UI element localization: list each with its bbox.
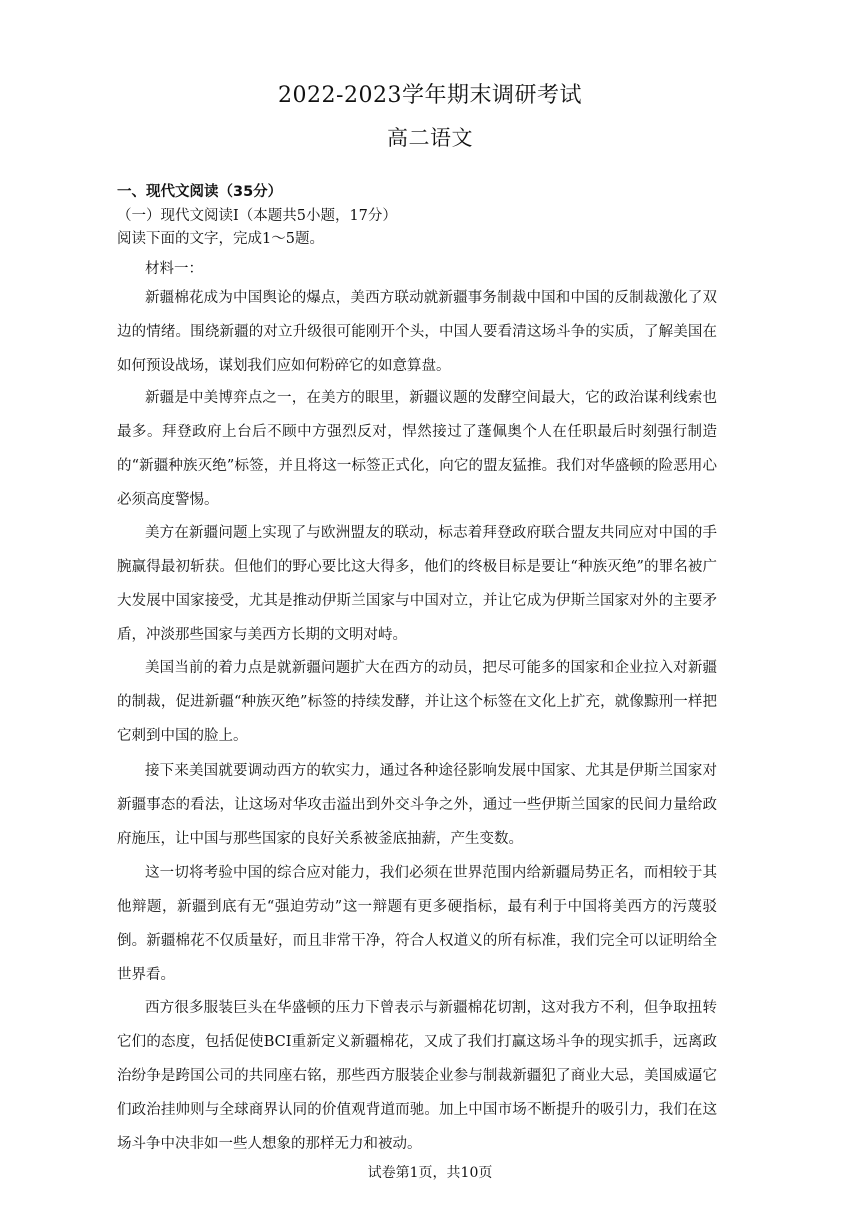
paragraph: 新疆是中美博弈点之一，在美方的眼里，新疆议题的发酵空间最大，它的政治谋利线索也最多。拜登政府上台后不顾中方强烈反对，悍然接过了蓬佩奥个人在任职最后时刻强行制造的“新疆种族灭绝”标签，并且将这一标签正式化，向它的盟友猛推。我们对华盛顿的险恶用心必须高度警惕。 bbox=[117, 390, 717, 508]
paragraph: 美国当前的着力点是就新疆问题扩大在西方的动员，把尽可能多的国家和企业拉入对新疆的制裁，促进新疆“种族灭绝”标签的持续发酵，并让这个标签在文化上扩充，就像黥刑一样把它刺到中国的脸上。 bbox=[117, 660, 717, 744]
page-footer: 试卷第1页，共10页 bbox=[367, 1165, 493, 1181]
paragraph: 西方很多服装巨头在华盛顿的压力下曾表示与新疆棉花切割，这对我方不利，但争取扭转它们的态度，包括促使BCI重新定义新疆棉花，又成了我们打赢这场斗争的现实抓手，远离政治纷争是跨国公司的共同座右铭，那些西方服装企业参与制裁新疆犯了商业大忌，美国威逼它们政治挂帅则与全球商界认同的价值观背道而驰。加上中国市场不断提升的吸引力，我们在这场斗争中决非如一些人想象的那样无力和被动。 bbox=[117, 1000, 717, 1152]
paragraph: 这一切将考验中国的综合应对能力，我们必须在世界范围内给新疆局势正名，而相较于其他辩题，新疆到底有无“强迫劳动”这一辩题有更多硬指标，最有利于中国将美西方的污蔑驳倒。新疆棉花不仅质量好，而且非常干净，符合人权道义的所有标准，我们完全可以证明给全世界看。 bbox=[117, 865, 717, 983]
section-heading: 一、现代文阅读（35分） bbox=[117, 184, 283, 200]
paragraph: 美方在新疆问题上实现了与欧洲盟友的联动，标志着拜登政府联合盟友共同应对中国的手腕赢得最初斩获。但他们的野心要比这大得多，他们的终极目标是要让“种族灭绝”的罪名被广大发展中国家接受，尤其是推动伊斯兰国家与中国对立，并让它成为伊斯兰国家对外的主要矛盾，冲淡那些国家与美西方长期的文明对峙。 bbox=[117, 525, 717, 643]
exam-title: 2022-2023学年期末调研考试 bbox=[278, 83, 582, 108]
exam-subject: 高二语文 bbox=[387, 126, 473, 150]
paragraph: 新疆棉花成为中国舆论的爆点，美西方联动就新疆事务制裁中国和中国的反制裁激化了双边的情绪。围绕新疆的对立升级很可能刚开个头，中国人要看清这场斗争的实质，了解美国在如何预设战场，谋划我们应如何粉碎它的如意算盘。 bbox=[117, 290, 717, 374]
reading-instruction: 阅读下面的文字，完成1～5题。 bbox=[117, 231, 324, 247]
paragraph: 接下来美国就要调动西方的软实力，通过各种途径影响发展中国家、尤其是伊斯兰国家对新疆事态的看法，让这场对华攻击溢出到外交斗争之外，通过一些伊斯兰国家的民间力量给政府施压，让中国与那些国家的良好关系被釜底抽薪，产生变数。 bbox=[117, 763, 717, 847]
material-label: 材料一： bbox=[145, 261, 203, 277]
subsection-heading: （一）现代文阅读Ⅰ（本题共5小题，17分） bbox=[117, 208, 397, 224]
